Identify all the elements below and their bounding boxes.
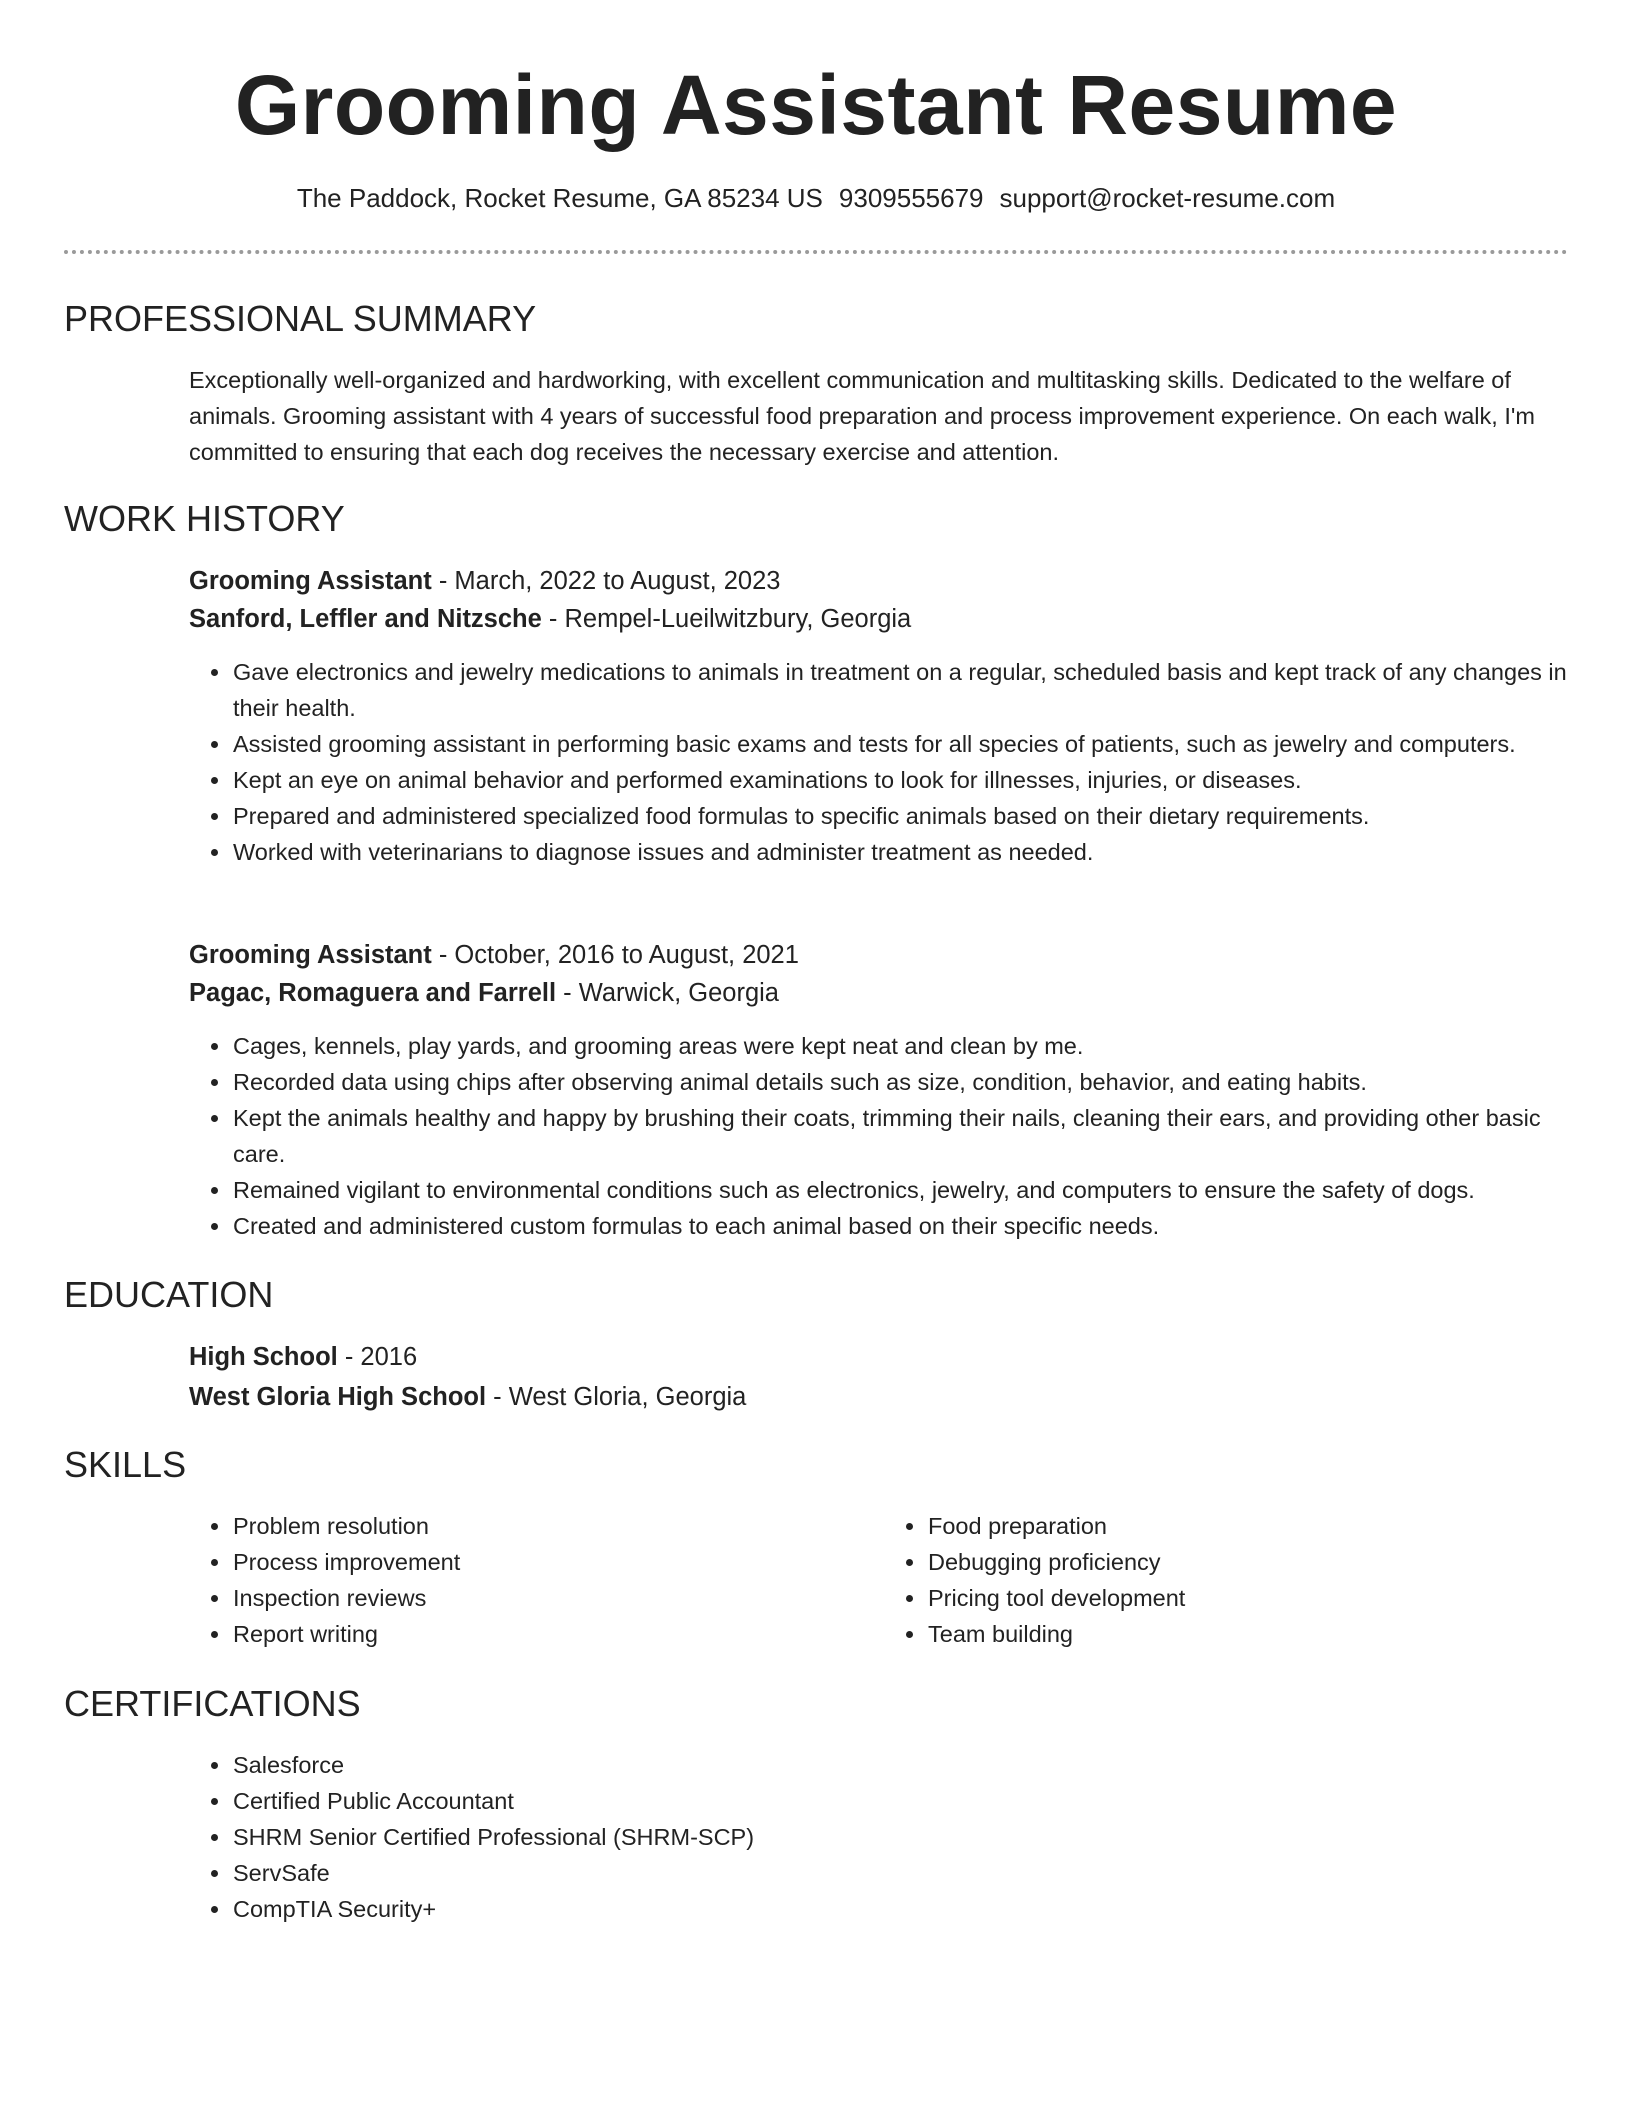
work-history-heading: WORK HISTORY — [64, 498, 345, 539]
job-company: Pagac, Romaguera and Farrell — [189, 979, 557, 1007]
education-location: - West Gloria, Georgia — [486, 1383, 747, 1411]
summary-heading: PROFESSIONAL SUMMARY — [64, 298, 537, 339]
job-bullet: • Kept an eye on animal behavior and performed examinations to look for illnesses, injuries, or diseases. — [232, 762, 1579, 798]
certifications-list — [189, 1747, 1579, 1927]
job-company-line — [189, 974, 1579, 1012]
job-title-line — [189, 562, 1579, 600]
job-entry — [189, 936, 1579, 1244]
job-title: Grooming Assistant — [189, 567, 432, 595]
certification-item: • Certified Public Accountant — [232, 1783, 1579, 1819]
skill-item: • Report writing — [232, 1616, 884, 1652]
certification-item: • CompTIA Security+ — [232, 1891, 1579, 1927]
contact-line — [0, 180, 1632, 216]
resume-title: Grooming Assistant Resume — [234, 58, 1398, 152]
certifications-section — [189, 1747, 1579, 1927]
job-bullet: • Worked with veterinarians to diagnose issues and administer treatment as needed. — [232, 834, 1579, 870]
job-title-line — [189, 936, 1579, 974]
skills-heading: SKILLS — [64, 1444, 187, 1485]
skills-column-right — [884, 1508, 1579, 1652]
contact-phone: 9309555679 — [838, 183, 984, 213]
job-bullet: • Remained vigilant to environmental conditions such as electronics, jewelry, and computers to ensure the safety of dogs. — [232, 1172, 1579, 1208]
skills-column-left — [189, 1508, 884, 1652]
job-bullet: • Created and administered custom formulas to each animal based on their specific needs. — [232, 1208, 1579, 1244]
education-entry — [189, 1338, 1579, 1416]
certification-item: • Salesforce — [232, 1747, 1579, 1783]
job-bullet: • Gave electronics and jewelry medications to animals in treatment on a regular, scheduled basis and kept track of any changes in their health. — [232, 654, 1579, 726]
certification-item: • SHRM Senior Certified Professional (SHRM-SCP) — [232, 1819, 1579, 1855]
job-title: Grooming Assistant — [189, 941, 432, 969]
contact-address: The Paddock, Rocket Resume, GA 85234 US — [296, 183, 823, 213]
job-entry — [189, 562, 1579, 870]
contact-email: support@rocket-resume.com — [999, 183, 1336, 213]
education-degree: High School — [189, 1343, 338, 1371]
job-location: - Warwick, Georgia — [556, 979, 779, 1007]
certification-item: • ServSafe — [232, 1855, 1579, 1891]
education-degree-line — [189, 1338, 1579, 1376]
summary-section — [189, 362, 1579, 470]
education-school: West Gloria High School — [189, 1383, 487, 1411]
skill-item: • Team building — [927, 1616, 1579, 1652]
skill-item: • Process improvement — [232, 1544, 884, 1580]
summary-text: Exceptionally well-organized and hardworking, with excellent communication and multitasking skills. Dedicated to the welfare of animals. Grooming assistant with 4 years of successful food preparation and process improvement experience. On each walk, I'm committed to ensuring that each dog receives the necessary exercise and attention. — [189, 367, 1535, 465]
job-company-line — [189, 600, 1579, 638]
job-bullet: • Cages, kennels, play yards, and grooming areas were kept neat and clean by me. — [232, 1028, 1579, 1064]
skill-item: • Food preparation — [927, 1508, 1579, 1544]
skill-item: • Problem resolution — [232, 1508, 884, 1544]
skill-item: • Pricing tool development — [927, 1580, 1579, 1616]
certifications-heading: CERTIFICATIONS — [64, 1683, 361, 1724]
job-bullets — [189, 1028, 1579, 1244]
job-bullet: • Assisted grooming assistant in performing basic exams and tests for all species of patients, such as jewelry and computers. — [232, 726, 1579, 762]
job-bullet: • Recorded data using chips after observing animal details such as size, condition, behavior, and eating habits. — [232, 1064, 1579, 1100]
job-location: - Rempel-Lueilwitzbury, Georgia — [541, 605, 912, 633]
skill-item: • Inspection reviews — [232, 1580, 884, 1616]
job-bullet: • Prepared and administered specialized food formulas to specific animals based on their dietary requirements. — [232, 798, 1579, 834]
job-company: Sanford, Leffler and Nitzsche — [189, 605, 542, 633]
education-school-line — [189, 1378, 1579, 1416]
skills-list — [189, 1508, 1579, 1652]
job-bullet: • Kept the animals healthy and happy by brushing their coats, trimming their nails, cleaning their ears, and providing other basic care. — [232, 1100, 1579, 1172]
education-heading: EDUCATION — [64, 1274, 274, 1315]
header-divider — [64, 250, 1568, 254]
job-bullets — [189, 654, 1579, 870]
skill-item: • Debugging proficiency — [927, 1544, 1579, 1580]
job-dates: - October, 2016 to August, 2021 — [431, 941, 799, 969]
job-dates: - March, 2022 to August, 2023 — [431, 567, 781, 595]
education-year: - 2016 — [337, 1343, 418, 1371]
